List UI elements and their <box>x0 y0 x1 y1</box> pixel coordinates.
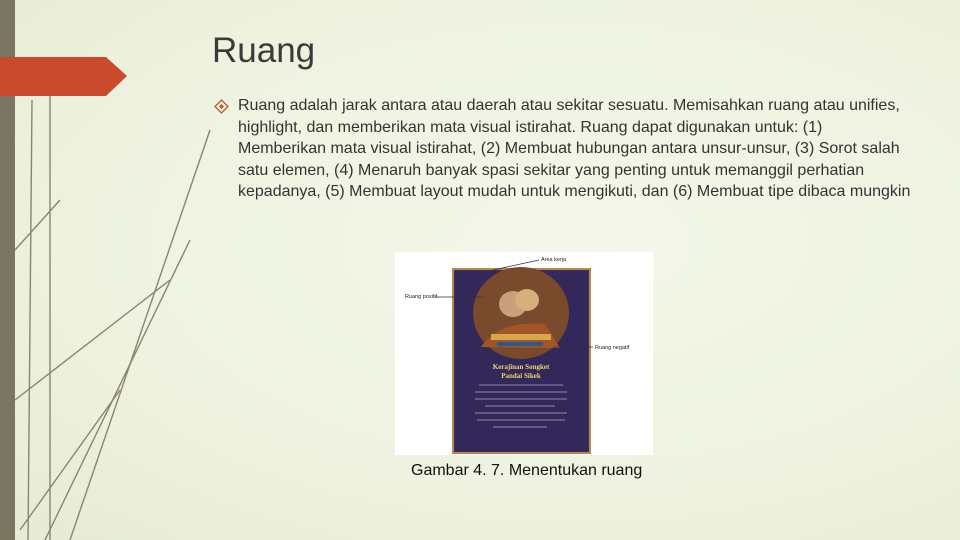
figure-image <box>395 252 653 455</box>
label-ruang-positif: Ruang positif <box>405 294 438 300</box>
label-ruang-negatif: Ruang negatif <box>595 345 630 351</box>
diamond-outline-icon <box>214 99 229 114</box>
slide-title: Ruang <box>212 31 316 70</box>
label-area-kerja: Area kerja <box>541 257 567 263</box>
title-arrow-shape <box>0 57 127 96</box>
decorative-lines <box>0 0 220 540</box>
bullet-text: Ruang adalah jarak antara atau daerah atau sekitar sesuatu. Memisahkan ruang atau unifies, highlight, dan memberikan mata visual istirahat. Ruang dapat digunakan untuk: (1) Memberikan mata visual istirahat, (2) Membuat hubungan antara unsur-unsur, (3) Sorot salah satu elemen, (4) Menaruh banyak spasi sekitar yang penting untuk memanggil perhatian kepadanya, (5) Membuat layout mudah untuk mengikuti, dan (6) Membuat tipe dibaca mungkin <box>238 97 911 200</box>
bullet-item <box>214 95 914 203</box>
poster-illustration <box>395 252 653 455</box>
figure-caption: Gambar 4. 7. Menentukan ruang <box>411 462 643 479</box>
poster-heading-1: Kerajinan Songket <box>492 363 550 371</box>
poster-heading-2: Pandai Sikek <box>501 372 541 380</box>
